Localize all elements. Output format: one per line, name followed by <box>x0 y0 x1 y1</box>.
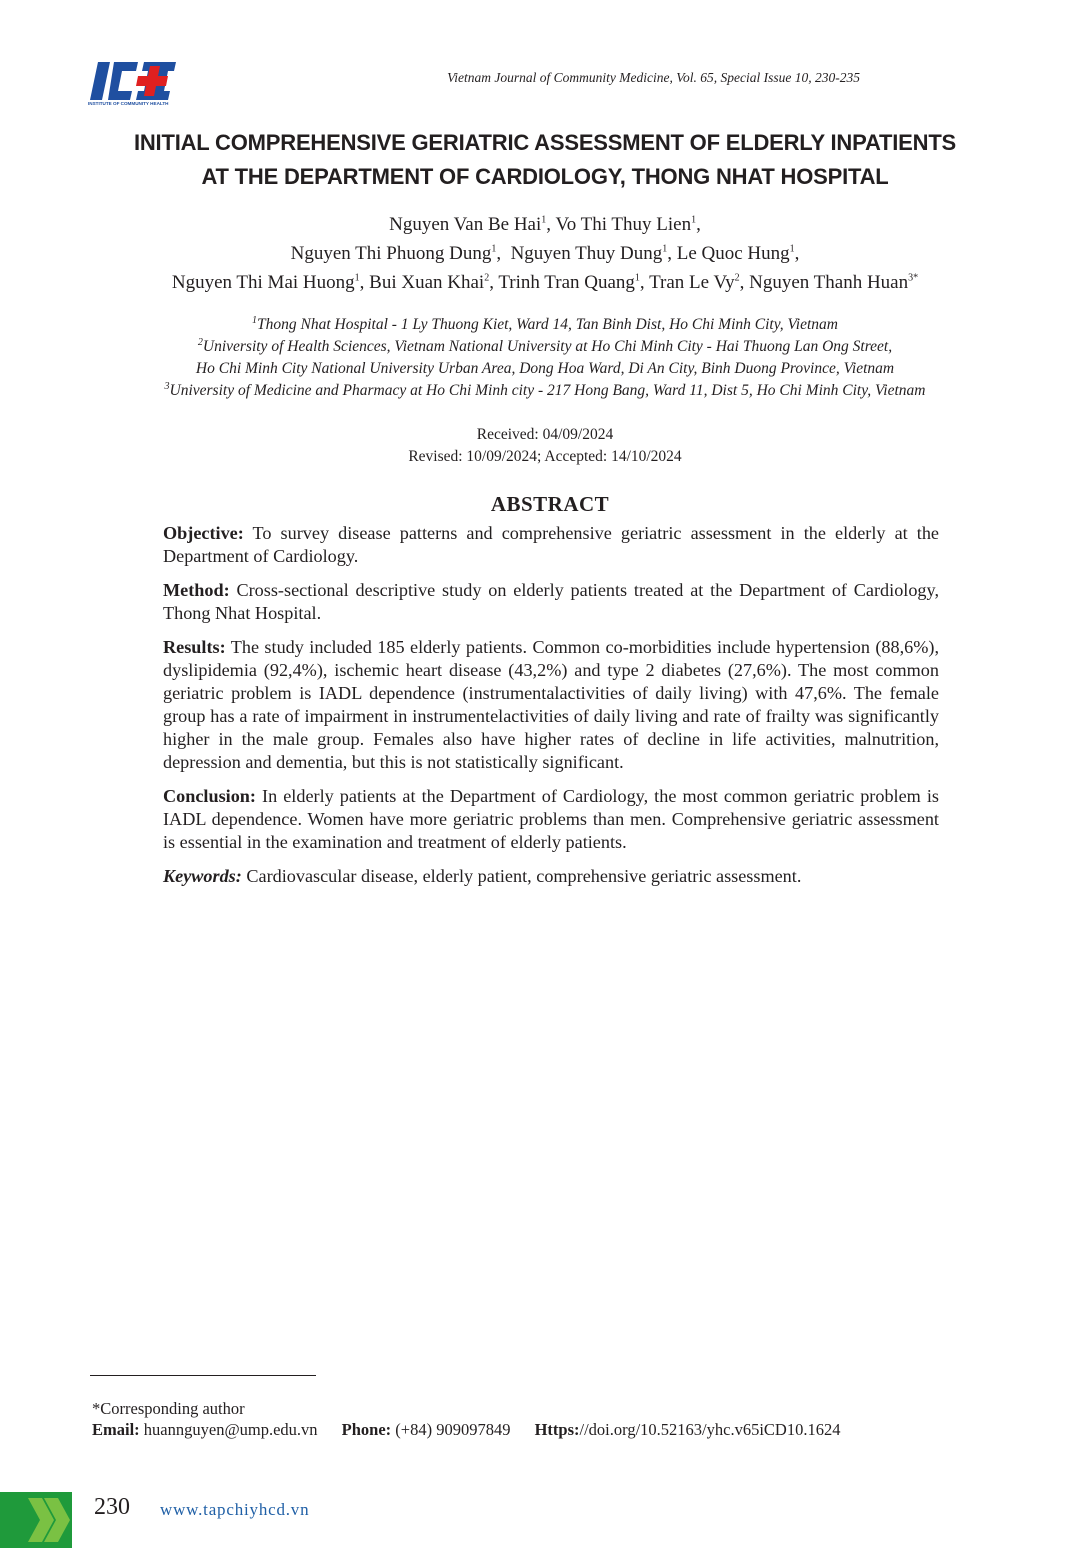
author-affiliation-mark: 2 <box>484 272 490 284</box>
abstract-keywords <box>163 865 939 888</box>
journal-logo <box>88 60 178 112</box>
title-line-1: INITIAL COMPREHENSIVE GERIATRIC ASSESSMENT OF ELDERLY INPATIENTS <box>133 130 957 155</box>
article-dates <box>200 424 890 468</box>
footnote <box>92 1398 840 1440</box>
revised-accepted-date: Revised: 10/09/2024; Accepted: 14/10/2024 <box>408 448 682 465</box>
author-line-2: Nguyen Thi Phuong Dung$^1$, Nguyen Thuy Dung$^1$, Le Quoc Hung$^1$, <box>290 243 800 264</box>
abstract-objective <box>163 522 939 568</box>
affiliation-list <box>40 314 1050 402</box>
author-name: Nguyen Thi Phuong Dung <box>290 243 492 264</box>
affiliation-text: Thong Nhat Hospital - 1 Ly Thuong Kiet, Ward 14, Tan Binh Dist, Ho Chi Minh City, Vietnam <box>257 316 838 333</box>
author-name: Nguyen Thuy Dung <box>510 243 663 264</box>
author-affiliation-mark: 3* <box>908 272 919 284</box>
affiliation-item <box>40 314 1050 336</box>
affiliation-text: University of Medicine and Pharmacy at Ho Chi Minh city - 217 Hong Bang, Ward 11, Dist 5, Ho Chi Minh City, Vietnam <box>169 382 926 399</box>
logo-caption: INSTITUTE OF COMMUNITY HEALTH <box>88 101 169 106</box>
author-affiliation-mark: 1 <box>541 214 547 226</box>
author-affiliation-mark: 1 <box>634 272 640 284</box>
keywords-text: Cardiovascular disease, elderly patient, comprehensive geriatric assessment. <box>241 866 802 886</box>
author-list <box>40 210 1050 297</box>
affiliation-text: University of Health Sciences, Vietnam National University at Ho Chi Minh City - Hai Thuong Lan Ong Street, <box>202 338 893 355</box>
method-text: Cross-sectional descriptive study on elderly patients treated at the Department of Cardiology, Thong Nhat Hospital. <box>163 580 939 623</box>
contact-line <box>92 1419 840 1440</box>
affiliation-item <box>40 336 1050 358</box>
phone-number: (+84) 909097849 <box>391 1420 511 1439</box>
author-affiliation-mark: 2 <box>734 272 740 284</box>
page-number: 230 <box>94 1494 130 1520</box>
affiliation-text: Ho Chi Minh City National University Urban Area, Dong Hoa Ward, Di An City, Binh Duong Province, Vietnam <box>195 360 895 377</box>
author-affiliation-mark: 1 <box>491 243 497 255</box>
author-name: Nguyen Van Be Hai <box>389 214 542 235</box>
author-name: Trinh Tran Quang <box>498 272 635 293</box>
author-affiliation-mark: 1 <box>691 214 697 226</box>
paper-title <box>60 126 1030 194</box>
author-name: Bui Xuan Khai <box>369 272 485 293</box>
double-chevron-icon <box>0 1492 72 1548</box>
author-name: Nguyen Thanh Huan <box>749 272 909 293</box>
abstract-results <box>163 636 939 774</box>
author-name: Tran Le Vy <box>649 272 735 293</box>
conclusion-label: Conclusion: <box>163 786 256 806</box>
keywords-label: Keywords: <box>163 866 242 886</box>
author-affiliation-mark: 1 <box>354 272 360 284</box>
abstract-body <box>163 522 939 899</box>
footnote-divider <box>90 1375 316 1376</box>
title-line-2: AT THE DEPARTMENT OF CARDIOLOGY, THONG NHAT HOSPITAL <box>201 164 889 189</box>
abstract-conclusion <box>163 785 939 854</box>
author-affiliation-mark: 1 <box>789 243 795 255</box>
page-tab <box>0 1492 72 1548</box>
email-link[interactable]: huannguyen@ump.edu.vn <box>139 1420 318 1439</box>
conclusion-text: In elderly patients at the Department of Cardiology, the most common geriatric problem is IADL dependence. Women have more geriatric problems than men. Comprehensive geriatric assessment is essential in the examination and treatment of elderly patients. <box>163 786 939 852</box>
method-label: Method: <box>163 580 230 600</box>
affiliation-mark: 2 <box>197 336 203 348</box>
doi-label: Https: <box>534 1420 580 1439</box>
journal-citation: Vietnam Journal of Community Medicine, Vol. 65, Special Issue 10, 230-235 <box>447 70 860 85</box>
author-line-3: Nguyen Thi Mai Huong$^1$, Bui Xuan Khai$^2$, Trinh Tran Quang$^1$, Tran Le Vy$^2$, Nguyen Thanh Huan$^{3*}$ <box>171 272 919 293</box>
objective-label: Objective: <box>163 523 244 543</box>
received-date: Received: 04/09/2024 <box>476 426 614 443</box>
affiliation-item <box>40 358 1050 380</box>
corresponding-author-note: *Corresponding author <box>92 1399 245 1418</box>
email-label: Email: <box>92 1420 140 1439</box>
author-name: Nguyen Thi Mai Huong <box>171 272 355 293</box>
objective-text: To survey disease patterns and comprehensive geriatric assessment in the elderly at the Department of Cardiology. <box>163 523 939 566</box>
abstract-method <box>163 579 939 625</box>
author-name: Le Quoc Hung <box>676 243 790 264</box>
affiliation-mark: 1 <box>252 314 257 326</box>
affiliation-mark: 3 <box>164 380 170 392</box>
author-name: Vo Thi Thuy Lien <box>555 214 692 235</box>
results-text: The study included 185 elderly patients. Common co-morbidities include hypertension (88,6%), dyslipidemia (92,4%), ischemic heart disease (43,2%) and type 2 diabetes (27,6%). The most common geriatric problem is IADL dependence (instrumentalactivities of daily living) with 47,6%. The female group has a rate of impairment in instrumentelactivities of daily living and rate of frailty was significantly higher in the male group. Females also have higher rates of decline in life activities, malnutrition, depression and dementia, but this is not statistically significant. <box>163 637 939 772</box>
doi-link[interactable]: //doi.org/10.52163/yhc.v65iCD10.1624 <box>579 1420 841 1439</box>
phone-label: Phone: <box>341 1420 392 1439</box>
abstract-heading: ABSTRACT <box>490 492 610 516</box>
author-affiliation-mark: 1 <box>662 243 668 255</box>
results-label: Results: <box>163 637 226 657</box>
website-link[interactable]: www.tapchiyhcd.vn <box>160 1500 310 1519</box>
author-line-1: Nguyen Van Be Hai$^1$, Vo Thi Thuy Lien$^1$, <box>389 214 701 235</box>
affiliation-item <box>40 380 1050 402</box>
